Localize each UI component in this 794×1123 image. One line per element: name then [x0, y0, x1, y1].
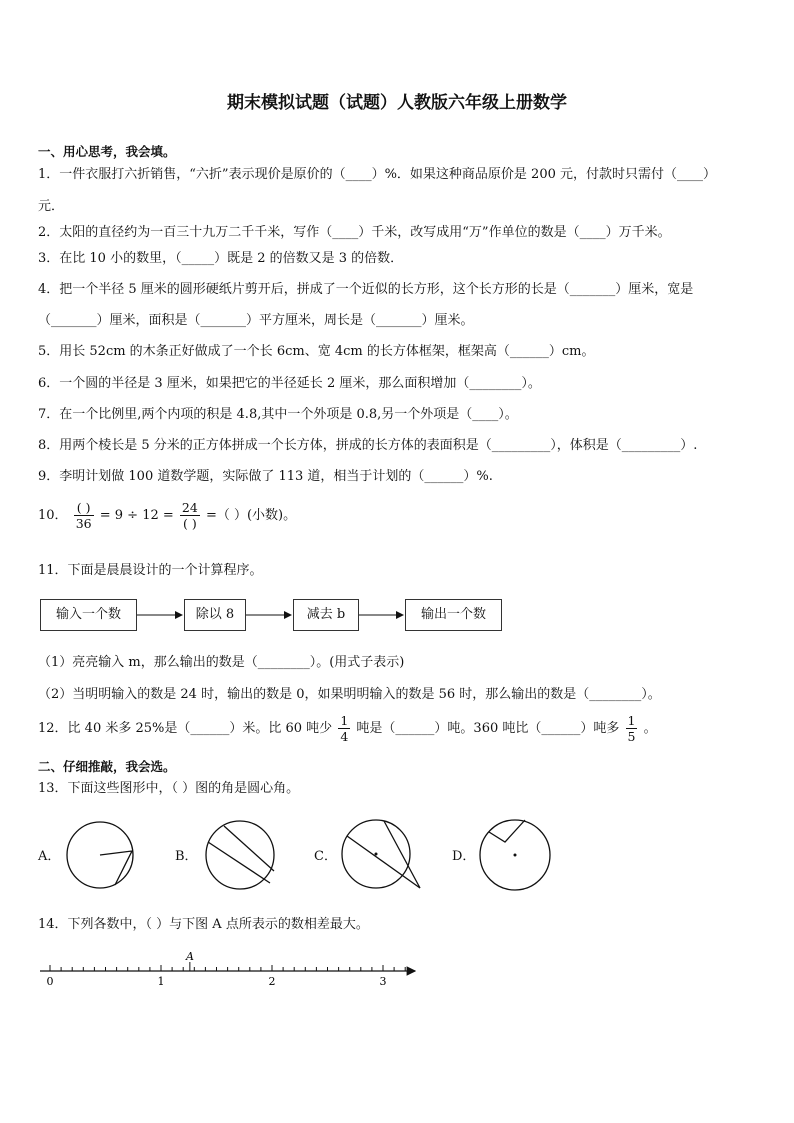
center-point	[514, 854, 517, 857]
option-b-figure	[198, 815, 288, 895]
question-8: 8．用两个棱长是 5 分米的正方体拼成一个长方体，拼成的长方体的表面积是（_________），体积是（_________）.	[38, 438, 698, 453]
fraction-numerator: 24	[181, 500, 198, 515]
question-9: 9．李明计划做 100 道数学题，实际做了 113 道，相当于计划的（______）%.	[38, 469, 493, 484]
number-line-ticks	[50, 962, 405, 971]
question-11-sub-1: （1）亮亮输入 m，那么输出的数是（________）。(用式子表示)	[38, 655, 405, 670]
question-12-fraction-2	[626, 713, 638, 744]
question-3: 3．在比 10 小的数里，（_____）既是 2 的倍数又是 3 的倍数．	[38, 251, 404, 266]
fraction-denominator: ( )	[182, 516, 197, 531]
fraction-denominator: 5	[627, 729, 636, 744]
question-12-part-a: 12．比 40 米多 25%是（______）米。比 60 吨少	[38, 721, 333, 736]
tick-label-3: 3	[379, 975, 387, 988]
question-1-line-1: 1．一件衣服打六折销售，“六折”表示现价是原价的（____）%．如果这种商品原价是 200 元，付款时只需付（____）	[38, 167, 716, 182]
fraction-numerator: 1	[627, 713, 636, 728]
question-12-part-c: 。	[643, 721, 657, 736]
question-5: 5．用长 52cm 的木条正好做成了一个长 6cm、宽 4cm 的长方体框架，框架高（______）cm。	[38, 344, 595, 359]
fraction-numerator: ( )	[74, 500, 94, 516]
option-c-figure	[336, 812, 431, 897]
tick-label-2: 2	[268, 975, 276, 988]
page-title: 期末模拟试题（试题）人教版六年级上册数学	[227, 93, 567, 113]
question-4-line-1: 4．把一个半径 5 厘米的圆形硬纸片剪开后，拼成了一个近似的长方形，这个长方形的长是（_______）厘米，宽是	[38, 282, 694, 297]
flow-box-subtract: 减去 b	[293, 599, 359, 631]
flow-box-input: 输入一个数	[40, 599, 137, 631]
chord-line	[208, 842, 270, 883]
option-a-label: A．	[38, 849, 61, 864]
tick-label-1: 1	[157, 975, 165, 988]
angle-lines	[489, 820, 525, 842]
question-14-stem: 14．下列各数中，（ ）与下图 A 点所表示的数相差最大。	[38, 917, 369, 932]
section-2-heading: 二、仔细推敲，我会选。	[38, 759, 176, 774]
point-a-label: A	[186, 950, 194, 963]
question-10-middle: = 9 ÷ 12 =	[99, 508, 174, 523]
question-13-stem: 13．下面这些图形中，（ ）图的角是圆心角。	[38, 781, 300, 796]
flow-box-output: 输出一个数	[405, 599, 502, 631]
option-b-label: B．	[175, 849, 198, 864]
angle-lines	[100, 851, 132, 885]
question-6: 6．一个圆的半径是 3 厘米，如果把它的半径延长 2 厘米，那么面积增加（________）。	[38, 376, 541, 391]
section-1-heading: 一、用心思考，我会填。	[38, 144, 176, 159]
fraction-denominator: 4	[340, 729, 349, 744]
fraction-numerator: 1	[340, 713, 349, 728]
question-1-line-2: 元．	[38, 199, 65, 214]
fraction-denominator: 36	[75, 516, 92, 531]
option-d-label: D．	[452, 849, 476, 864]
center-point	[375, 853, 378, 856]
question-4-line-2: （_______）厘米，面积是（_______）平方厘米，周长是（_______）厘米。	[38, 313, 474, 328]
question-7: 7．在一个比例里,两个内项的积是 4.8,其中一个外项是 0.8,另一个外项是（____）。	[38, 407, 518, 422]
question-11-sub-2: （2）当明明输入的数是 24 时，输出的数是 0，如果明明输入的数是 56 时，那么输出的数是（________）。	[38, 687, 661, 702]
question-12	[38, 713, 657, 744]
question-10-tail: =（ ）(小数)。	[205, 508, 297, 523]
option-c-label: C．	[314, 849, 337, 864]
question-12-part-b: 吨是（______）吨。360 吨比（______）吨多	[356, 721, 620, 736]
secant-line	[384, 821, 420, 888]
tick-label-0: 0	[46, 975, 54, 988]
number-line	[30, 945, 430, 995]
option-d-figure	[475, 815, 565, 895]
flow-box-divide: 除以 8	[184, 599, 246, 631]
question-2: 2．太阳的直径约为一百三十九万二千千米，写作（____）千米，改写成用“万”作单位的数是（____）万千米。	[38, 225, 671, 240]
question-11-stem: 11．下面是晨晨设计的一个计算程序。	[38, 563, 263, 578]
question-12-fraction-1	[338, 713, 350, 744]
option-a-figure	[60, 815, 150, 895]
question-10-label: 10．	[38, 508, 68, 523]
